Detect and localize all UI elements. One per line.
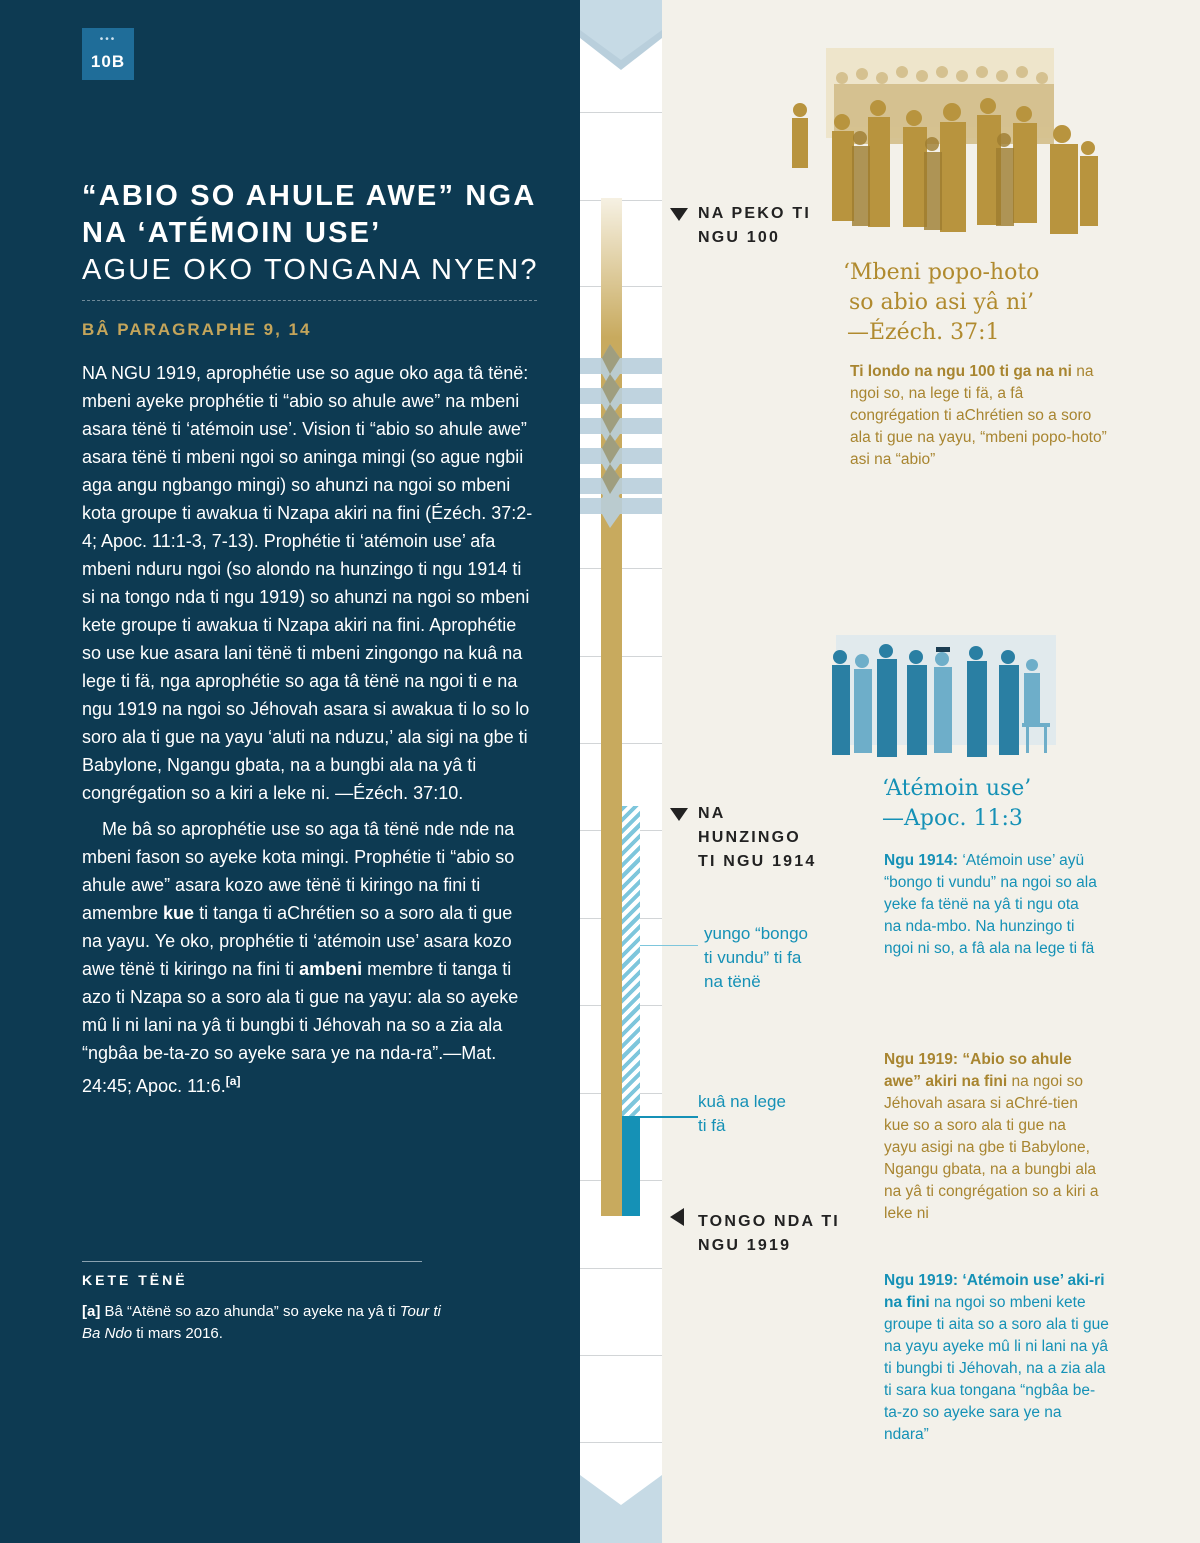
timeline-marker-1919 — [698, 1210, 840, 1258]
label-kua-na-lege — [698, 1090, 786, 1138]
marker-line: NA PEKO TI — [698, 205, 811, 222]
marker-line: NGU 100 — [698, 229, 781, 246]
timeline-gridline — [580, 1268, 662, 1269]
witnesses-illustration — [826, 635, 1064, 767]
note-text: na ngoi so Jéhovah asara si aChré-tien kue so a soro ala ti gue na yayu asigi na gbe ti Babylone, Ngangu gbata, na a bungbi ala na yâ ti congrégation so a kiri a leke ni — [884, 1073, 1099, 1222]
gold-note-1919 — [884, 1049, 1100, 1225]
connector-line — [640, 945, 698, 946]
quote-line: so abio asi yâ ni’ — [849, 290, 1035, 315]
bottom-chevron-icon — [580, 1475, 662, 1543]
page-badge — [82, 28, 134, 80]
footnote-divider — [82, 1261, 422, 1262]
note-bold: Ti londo na ngu 100 ti ga na ni — [850, 363, 1072, 380]
badge-label: 10B — [90, 52, 126, 71]
blue-quote — [882, 774, 1031, 834]
note-text: na ngoi so mbeni kete groupe ti aita so a soro ala ti gue na yayu ayeke mû li ni lani na yâ ti bungbi ti Jéhovah, na a zia ala ti sara kua tongana “ngbâa be-ta-zo so ayeke sara ye na ndara” — [884, 1294, 1109, 1443]
quote-line: —Apoc. 11:3 — [882, 806, 1023, 831]
timeline-fade-segment — [601, 198, 622, 338]
note-text: ‘Atémoin use’ ayü “bongo ti vundu” na ngoi so ala yeke fa tënë na yâ ti ngu ota na nda-mbo. Na hunzingo ti ngoi ni so, a fâ ala na lege ti fä — [884, 852, 1097, 957]
body-paragraph-1: NA NGU 1919, aprophétie use so ague oko aga tâ tënë: mbeni ayeke prophétie ti “abio so ahule awe” na mbeni asara tënë ti ‘atémoin use’. Vision ti “abio so ahule awe” asara tënë ti mbeni ngoi so aninga mingi (so ague ngbii aga angu ngbango mingi) so ahunzi na ngoi so mbeni kota groupe ti awakua ti Nzapa akiri na fini (Ézéch. 37:2-4; Apoc. 11:1-3, 7-13). Prophétie ti ‘atémoin use’ afa mbeni nduru ngoi (so alondo na hunzingo ti ngu 1914 ti si na tongo nda ti ngu 1919) so ahunzi na ngoi so mbeni kete groupe ti awakua ti Nzapa akiri na fini. Aprophétie so use kue asara lani tënë ti mbeni zingongo na kuâ na lege ti fä, nga aprophétie so aga tâ tënë na ngoi ti e na ngu 1919 na ngoi so Jéhovah asara si awakua ti lo so lo soro ala ti gue na yayu ‘aluti na nduzu,’ ala sigi na gbe ti Babylone, Ngangu gbata, na a bungbi ala na yâ ti congrégation so a kiri a leke ni. —Ézéch. 37:10. — [82, 363, 533, 803]
footnote-text-span: ti mars 2016. — [132, 1325, 223, 1342]
timeline-gridline — [580, 1442, 662, 1443]
gold-quote — [843, 258, 1039, 348]
connector-line — [622, 1116, 698, 1118]
top-chevron-icon — [580, 0, 662, 70]
label-bongo-ti-vundu — [704, 922, 808, 994]
marker-line: NGU 1919 — [698, 1237, 792, 1254]
quote-line: ‘Mbeni popo-hoto — [843, 260, 1040, 285]
quote-line: ‘Atémoin use’ — [882, 776, 1032, 801]
label-line: kuâ na lege — [698, 1092, 786, 1111]
title-line-3: AGUE OKO TONGANA NYEN? — [82, 254, 539, 286]
body-emphasis: ambeni — [299, 959, 363, 979]
label-line: yungo “bongo — [704, 924, 808, 943]
footnote-ref-link[interactable]: [a] — [225, 1074, 241, 1088]
title-divider — [82, 300, 537, 301]
timeline-marker-1914 — [698, 802, 816, 874]
paragraph-reference: BÂ PARAGRAPHE 9, 14 — [82, 320, 312, 339]
marker-line: NA — [698, 805, 726, 822]
note-bold: Ngu 1919: ‘Atémoin use’ aki-ri na fini — [884, 1272, 1105, 1311]
footnote-heading: KETE TËNË — [82, 1272, 188, 1288]
blue-note-1914 — [884, 850, 1099, 960]
note-bold: Ngu 1914: — [884, 852, 959, 869]
triangle-down-icon — [670, 208, 688, 221]
footnote-publication-title: Tour ti Ba Ndo — [82, 1303, 441, 1342]
article-panel — [0, 0, 580, 1543]
badge-dots: ••• — [99, 34, 117, 45]
body-text-span: ti tanga ti aChrétien so a soro ala ti gue na yayu. Ye oko, prophétie ti ‘atémoin use’ asara kozo awe tënë ti kiringo na fini ti — [82, 903, 513, 979]
article-body — [82, 359, 537, 1108]
body-paragraph-2 — [82, 815, 537, 1100]
body-text-span: membre ti tanga ti azo ti Nzapa so a soro ala ti gue na yayu: ala so ayeke mû li ni lani na yâ ti bungbi ti Jéhovah na so a zia ala “ngbâa be-ta-zo so ayeke sara ye na nda-ra”.—Mat. 24:45; Apoc. 11:6. — [82, 959, 519, 1096]
blue-note-1919 — [884, 1270, 1110, 1446]
footnote-text — [82, 1301, 442, 1345]
note-text: na ngoi so, na lege ti fä, a fâ congrégation ti aChrétien so a soro ala ti gue na yayu, “mbeni popo-hoto” asi na “abio” — [850, 363, 1107, 468]
timeline-gridline — [580, 1355, 662, 1356]
triangle-left-icon — [670, 1208, 684, 1226]
footnote-text-span: Bâ “Atënë so azo ahunda” so ayeke na yâ ti — [100, 1303, 400, 1320]
marker-line: TONGO NDA TI — [698, 1213, 840, 1230]
body-text-span: Me bâ so aprophétie use so aga tâ tënë nde nde na mbeni fason so ayeke kota mingi. Prophétie ti “abio so ahule awe” asara kozo awe tënë ti kiringo na fini ti amembre — [82, 819, 515, 923]
label-line: na tënë — [704, 972, 761, 991]
body-emphasis: kue — [163, 903, 195, 923]
title-line-1: “ABIO SO AHULE AWE” NGA — [82, 180, 537, 212]
quote-line: —Ézéch. 37:1 — [847, 320, 1000, 345]
label-line: ti vundu” ti fa — [704, 948, 802, 967]
timeline-hatched-bar — [622, 806, 640, 1116]
footnote-marker: [a] — [82, 1303, 101, 1320]
triangle-down-icon — [670, 808, 688, 821]
gold-note — [850, 361, 1110, 471]
note-bold: Ngu 1919: “Abio so ahule awe” akiri na fini — [884, 1051, 1072, 1090]
timeline-gridline — [580, 112, 662, 113]
title-line-2: NA ‘ATÉMOIN USE’ — [82, 217, 382, 249]
crowd-illustration — [782, 48, 1112, 248]
marker-line: HUNZINGO — [698, 829, 801, 846]
page-title — [82, 178, 552, 289]
zigzag-chevrons-icon — [580, 344, 662, 530]
marker-line: TI NGU 1914 — [698, 853, 817, 870]
timeline-blue-bar — [622, 1116, 640, 1216]
label-line: ti fä — [698, 1116, 726, 1135]
